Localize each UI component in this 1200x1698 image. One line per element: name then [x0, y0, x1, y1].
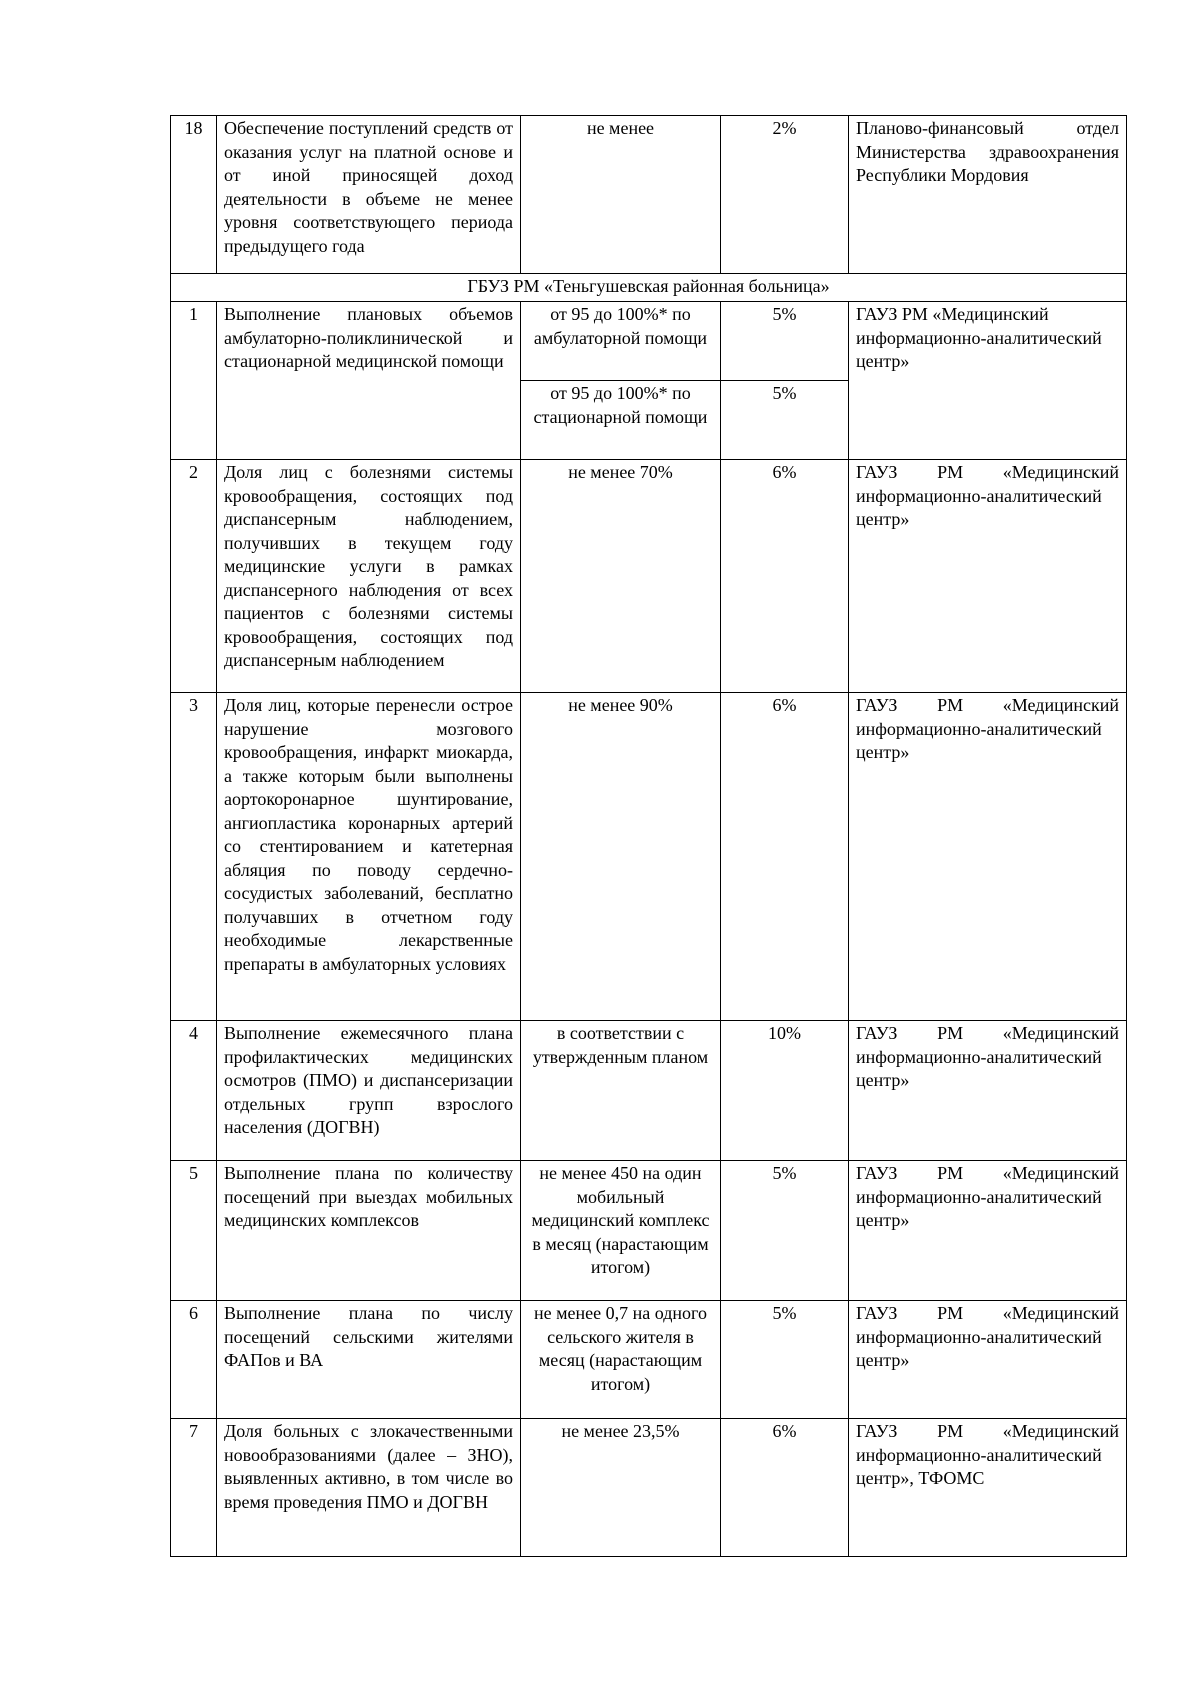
indicator-norm: не менее 23,5%: [521, 1419, 721, 1557]
indicators-table: [170, 115, 1127, 1557]
indicator-weight: 5%: [721, 1301, 849, 1419]
table-row: [171, 1021, 1127, 1161]
indicator-description: Обеспечение поступлений средств от оказания услуг на платной основе и от иной приносящей доход деятельности в объеме не менее уровня соответствующего периода предыдущего года: [217, 116, 521, 274]
indicator-norm: не менее 0,7 на одного сельского жителя в месяц (нарастающим итогом): [521, 1301, 721, 1419]
indicator-norm: не менее 70%: [521, 460, 721, 693]
indicator-description: Выполнение ежемесячного плана профилактических медицинских осмотров (ПМО) и диспансеризации отдельных групп взрослого населения (ДОГВН): [217, 1021, 521, 1161]
table-row: [171, 460, 1127, 693]
indicator-weight: 5%: [721, 381, 849, 460]
table-row: [171, 1161, 1127, 1301]
indicator-weight: 6%: [721, 460, 849, 693]
row-number: 1: [171, 302, 217, 460]
table-row: [171, 116, 1127, 274]
indicator-weight: 6%: [721, 693, 849, 1021]
indicator-description: Выполнение плана по количеству посещений при выездах мобильных медицинских комплексов: [217, 1161, 521, 1301]
indicator-norm: не менее: [521, 116, 721, 274]
responsible-unit: ГАУЗ РМ «Медицинский информационно-аналитический центр»: [849, 693, 1127, 1021]
indicator-description: Доля лиц с болезнями системы кровообращения, состоящих под диспансерным наблюдением, получивших в текущем году медицинские услуги в рамках диспансерного наблюдения от всех пациентов с болезнями системы кровообращения, состоящих под диспансерным наблюдением: [217, 460, 521, 693]
indicator-norm: от 95 до 100%* по стационарной помощи: [521, 381, 721, 460]
indicator-norm: не менее 90%: [521, 693, 721, 1021]
row-number: 18: [171, 116, 217, 274]
indicator-description: Выполнение плана по числу посещений сельскими жителями ФАПов и ВА: [217, 1301, 521, 1419]
responsible-unit: ГАУЗ РМ «Медицинский информационно-аналитический центр»: [849, 302, 1127, 460]
row-number: 4: [171, 1021, 217, 1161]
row-number: 2: [171, 460, 217, 693]
responsible-unit: Планово-финансовый отдел Министерства здравоохранения Республики Мордовия: [849, 116, 1127, 274]
indicator-weight: 5%: [721, 302, 849, 381]
section-title: ГБУЗ РМ «Теньгушевская районная больница»: [171, 274, 1127, 302]
section-header-row: [171, 274, 1127, 302]
row-number: 3: [171, 693, 217, 1021]
row-number: 7: [171, 1419, 217, 1557]
indicator-weight: 10%: [721, 1021, 849, 1161]
responsible-unit: ГАУЗ РМ «Медицинский информационно-аналитический центр»: [849, 1301, 1127, 1419]
indicator-description: Доля больных с злокачественными новообразованиями (далее – ЗНО), выявленных активно, в том числе во время проведения ПМО и ДОГВН: [217, 1419, 521, 1557]
indicator-description: Выполнение плановых объемов амбулаторно-поликлинической и стационарной медицинской помощи: [217, 302, 521, 460]
responsible-unit: ГАУЗ РМ «Медицинский информационно-аналитический центр»: [849, 1161, 1127, 1301]
table-row: [171, 1419, 1127, 1557]
indicator-weight: 5%: [721, 1161, 849, 1301]
table-row: [171, 1301, 1127, 1419]
table-row: [171, 302, 1127, 381]
indicator-norm: не менее 450 на один мобильный медицинский комплекс в месяц (нарастающим итогом): [521, 1161, 721, 1301]
responsible-unit: ГАУЗ РМ «Медицинский информационно-аналитический центр»: [849, 1021, 1127, 1161]
indicator-weight: 6%: [721, 1419, 849, 1557]
table-row: [171, 693, 1127, 1021]
row-number: 6: [171, 1301, 217, 1419]
indicator-norm: в соответствии с утвержденным планом: [521, 1021, 721, 1161]
indicator-weight: 2%: [721, 116, 849, 274]
responsible-unit: ГАУЗ РМ «Медицинский информационно-аналитический центр», ТФОМС: [849, 1419, 1127, 1557]
indicator-norm: от 95 до 100%* по амбулаторной помощи: [521, 302, 721, 381]
responsible-unit: ГАУЗ РМ «Медицинский информационно-аналитический центр»: [849, 460, 1127, 693]
row-number: 5: [171, 1161, 217, 1301]
indicator-description: Доля лиц, которые перенесли острое нарушение мозгового кровообращения, инфаркт миокарда, а также которым были выполнены аортокоронарное шунтирование, ангиопластика коронарных артерий со стентированием и катетерная абляция по поводу сердечно-сосудистых заболеваний, бесплатно получавших в отчетном году необходимые лекарственные препараты в амбулаторных условиях: [217, 693, 521, 1021]
